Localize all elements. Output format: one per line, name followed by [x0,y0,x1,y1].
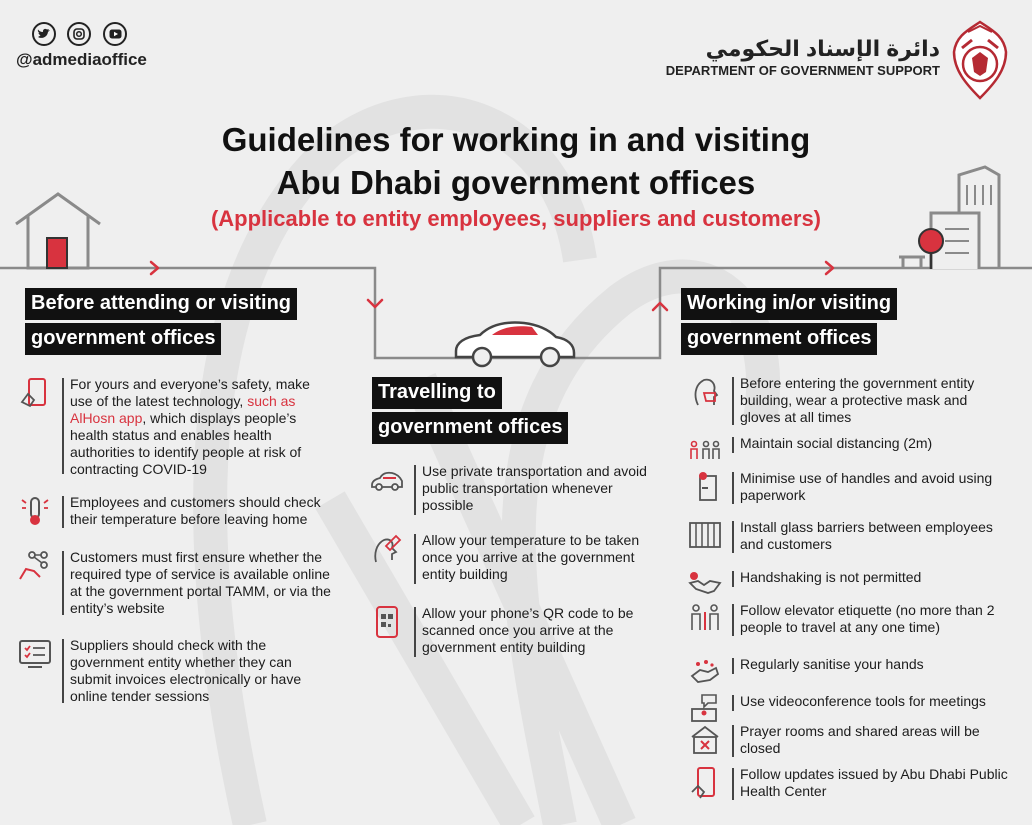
elevator-people-icon [688,602,722,636]
closed-room-icon [688,723,722,757]
phone-updates-icon [688,766,722,800]
working-item-7-text: Regularly sanitise your hands [740,656,924,672]
page-subtitle: (Applicable to entity employees, suppliers and customers) [210,206,822,231]
travelling-item-2-text: Allow your temperature to be taken once you arrive at the government entity building [422,532,640,582]
working-item-6-text: Follow elevator etiquette (no more than 2 people to travel at any one time) [740,602,995,635]
travelling-heading-line-1: Travelling to [372,377,502,409]
working-heading-line-1: Working in/or visiting [681,288,897,320]
before-item-3-text: Customers must first ensure whether the required type of service is available online at the government portal TAMM, or via the entity’s website [70,549,331,616]
before-item-4-text: Suppliers should check with the government entity whether they can submit invoices electronically or have online tender sessions [70,637,302,704]
office-building-icon [895,165,1010,271]
no-handshake-icon [688,569,722,603]
videoconference-icon [688,693,722,727]
before-heading-line-2: government offices [25,323,221,355]
working-item-1-text: Before entering the government entity building, wear a protective mask and gloves at all times [740,375,975,425]
thermometer-icon [18,494,52,528]
car-icon [452,315,578,371]
phone-touch-icon [18,376,52,410]
glass-barrier-icon [688,519,722,553]
social-handle[interactable]: @admediaoffice [16,50,147,69]
working-item-2-text: Maintain social distancing (2m) [740,435,933,451]
page-title-line-1: Guidelines for working in and visiting [221,121,811,158]
travelling-heading-line-2: government offices [372,412,568,444]
hand-sanitiser-icon [688,656,722,690]
travelling-item-1-text: Use private transportation and avoid public transportation whenever possible [422,463,647,513]
page-title-line-2: Abu Dhabi government offices [276,164,756,201]
working-item-4-text: Install glass barriers between employees and customers [740,519,993,552]
before-item-2-text: Employees and customers should check their temperature before leaving home [70,494,321,527]
temperature-scan-icon [370,532,404,566]
working-item-9-text: Prayer rooms and shared areas will be closed [740,723,980,756]
working-item-3-text: Minimise use of handles and avoid using paperwork [740,470,993,503]
hand-network-icon [18,549,52,583]
door-handle-icon [688,470,722,504]
department-name-english: DEPARTMENT OF GOVERNMENT SUPPORT [665,63,940,78]
before-item-1-text: For yours and everyone’s safety, make use of the latest technology, [70,376,310,409]
working-item-5-text: Handshaking is not permitted [740,569,922,585]
invoice-checklist-icon [18,637,52,671]
travelling-item-3-text: Allow your phone’s QR code to be scanned once you arrive at the government entity building [422,605,634,655]
social-distance-icon [688,435,722,469]
working-item-10-text: Follow updates issued by Abu Dhabi Public Health Center [740,766,1008,799]
car-small-icon [370,463,404,497]
house-icon [14,190,104,270]
working-heading-line-2: government offices [681,323,877,355]
alhosn-app-highlight: such as AlHosn app [70,393,296,426]
phone-qr-icon [370,605,404,639]
working-item-8-text: Use videoconference tools for meetings [740,693,986,709]
before-heading-line-1: Before attending or visiting [25,288,297,320]
mask-face-icon [688,375,722,409]
department-name-arabic: دائرة الإسناد الحكومي [705,36,940,61]
before-item-1-text-end: , which displays people’s health status and enables health authorities to identify people at risk of contracting COVID-19 [70,410,302,477]
